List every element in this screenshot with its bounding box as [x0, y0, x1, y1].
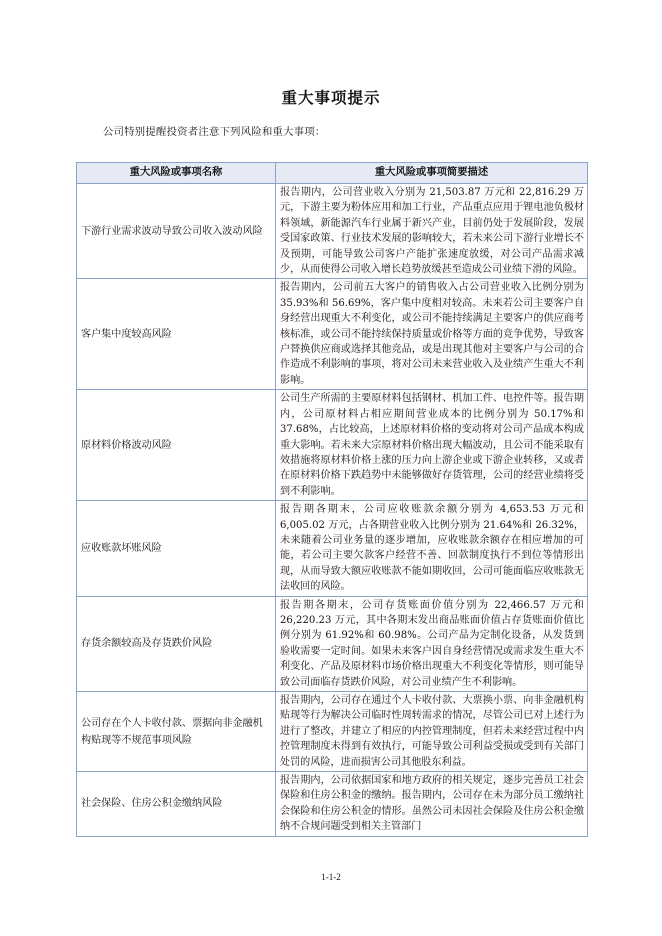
- risk-desc-cell: [276, 279, 588, 390]
- risk-description: 公司生产所需的主要原材料包括钢材、机加工件、电控件等。报告期内，公司原材料占相应期间营业成本的比例分别为 50.17%和 37.68%，占比较高，上述原材料价格的变动将对公司产品成本构成重大影响。若未来大宗原材料价格出现大幅波动，且公司不能采取有效措施将原材料价格上涨的压力向上游企业或下游企业转移，又或者在原材料价格下跌趋势中未能够做好存货管理，公司的经营业绩将受到不利影响。: [280, 393, 584, 497]
- risk-desc-cell: [276, 772, 588, 837]
- risk-name: 存货余额较高及存货跌价风险: [81, 638, 213, 650]
- risk-desc-cell: [276, 390, 588, 501]
- risk-name-cell: [77, 596, 276, 691]
- risk-description: 报告期内，公司前五大客户的销售收入占公司营业收入比例分别为 35.93%和 56.69%，客户集中度相对较高。未来若公司主要客户自身经营出现重大不利变化，或公司不能持续满足主要客户的供应商考核标准，或公司不能持续保持质量或价格等方面的竞争优势，导致客户替换供应商或选择其他竞品，或是出现其他对主要客户与公司的合作造成不利影响的事项，将对公司未来营业收入及业绩产生重大不利影响。: [280, 282, 584, 386]
- table-row: [77, 184, 588, 279]
- table-row: [77, 772, 588, 837]
- risk-name-cell: [77, 501, 276, 596]
- risk-name-cell: [77, 184, 276, 279]
- risk-name: 客户集中度较高风险: [81, 328, 172, 340]
- risk-description: 报告期内，公司存在通过个人卡收付款、大票换小票、向非金融机构贴现等行为解决公司临时性周转需求的情况，尽管公司已对上述行为进行了整改，并建立了相应的内控管理制度，但若未来经营过程中内控管理制度未得到有效执行，可能导致公司利益受损或受到有关部门处罚的风险，进而损害公司其他股东利益。: [280, 695, 584, 768]
- risk-description: 报告期内，公司依据国家和地方政府的相关规定，逐步完善员工社会保险和住房公积金的缴纳。报告期内，公司存在未为部分员工缴纳社会保险和住房公积金的情形。虽然公司未因社会保险及住房公积金缴纳不合规问题受到相关主管部门: [280, 775, 584, 833]
- risk-name: 应收账款坏账风险: [81, 542, 162, 554]
- risk-name: 下游行业需求波动导致公司收入波动风险: [81, 225, 263, 237]
- risk-name-cell: [77, 279, 276, 390]
- table-row: [77, 390, 588, 501]
- risk-description: 报告期内，公司营业收入分别为 21,503.87 万元和 22,816.29 万元，下游主要为粉体应用和加工行业，产品重点应用于锂电池负极材料领域，新能源汽车行业属于新兴产业，目前仍处于发展阶段，发展受国家政策、行业技术发展的影响较大，若未来公司下游行业增长不及预期，可能导致公司客户产能扩张速度放缓，对公司产品需求减少，从而使得公司收入增长趋势放缓甚至造成公司业绩下滑的风险。: [280, 187, 584, 276]
- table-row: [77, 692, 588, 772]
- header-risk-description: 重大风险或事项简要描述: [276, 163, 588, 184]
- intro-text: 公司特别提醒投资者注意下列风险和重大事项：: [103, 126, 326, 138]
- risk-desc-cell: [276, 596, 588, 691]
- risk-name-cell: [77, 772, 276, 837]
- risk-name-cell: [77, 692, 276, 772]
- risk-description: 报告期各期末，公司存货账面价值分别为 22,466.57 万元和 26,220.23 万元，其中各期末发出商品账面价值占存货账面价值比例分别为 61.92%和 60.98%。公司产品为定制化设备，从发货到验收需要一定时间。如果未来客户因自身经营情况或需求发生重大不利变化、产品及原材料市场价格出现重大不利变化等情形，则可能导致公司面临存货跌价风险，对公司业绩产生不利影响。: [280, 599, 584, 688]
- table-header-row: [77, 163, 588, 184]
- header-risk-name: 重大风险或事项名称: [77, 163, 276, 184]
- risk-desc-cell: [276, 184, 588, 279]
- risk-name-cell: [77, 390, 276, 501]
- risk-name: 原材料价格波动风险: [81, 439, 172, 451]
- table-row: [77, 501, 588, 596]
- risk-table: [76, 162, 588, 837]
- table-row: [77, 596, 588, 691]
- risk-description: 报告期各期末，公司应收账款余额分别为 4,653.53 万元和 6,005.02 万元，占各期营业收入比例分别为 21.64%和 26.32%，未来随着公司业务量的逐步增加，应收账款余额存在相应增加的可能，若公司主要欠款客户经营不善、回款制度执行不到位等情形出现，从而导致大额应收账款不能如期收回，公司可能面临应收账款无法收回的风险。: [280, 504, 584, 593]
- table-row: [77, 279, 588, 390]
- page-number: 1-1-2: [321, 872, 341, 882]
- risk-name: 社会保险、住房公积金缴纳风险: [81, 798, 223, 810]
- risk-desc-cell: [276, 501, 588, 596]
- risk-desc-cell: [276, 692, 588, 772]
- risk-name: 公司存在个人卡收付款、票据向非金融机构贴现等不规范事项风险: [81, 717, 263, 746]
- page-title: 重大事项提示: [281, 89, 381, 107]
